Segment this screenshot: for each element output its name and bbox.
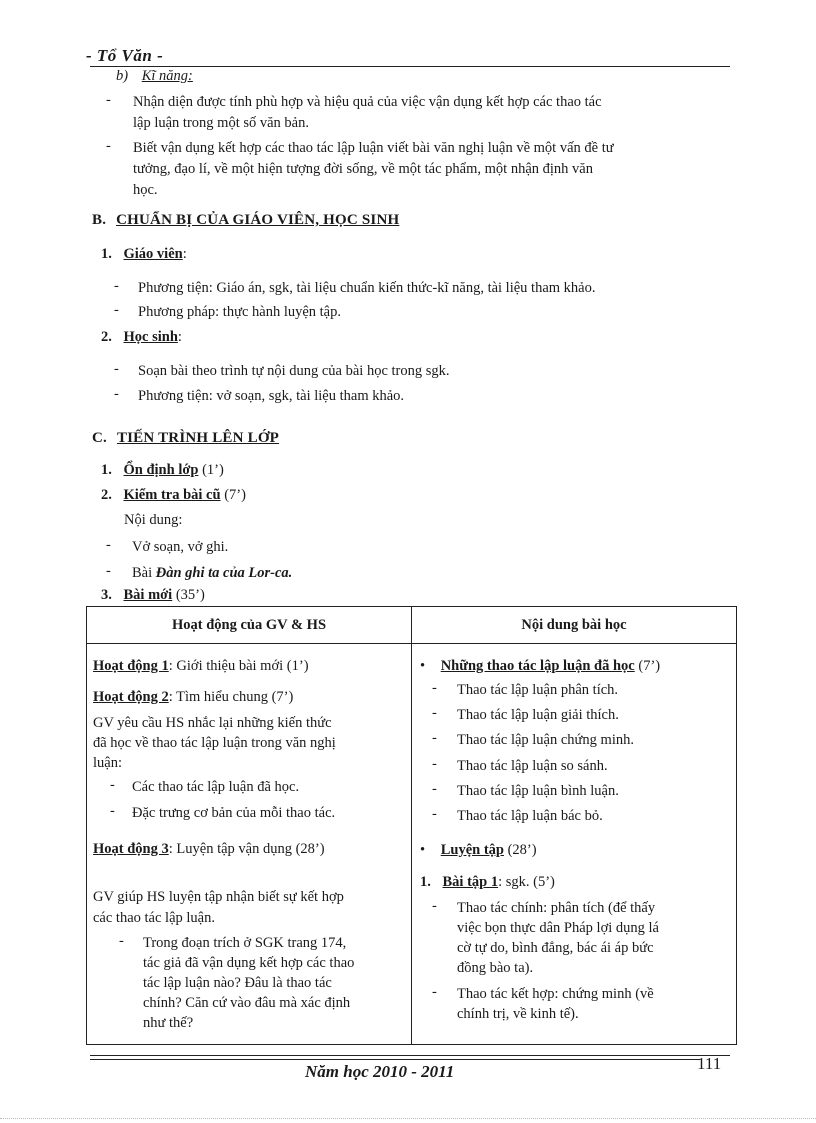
section-c-heading [92, 430, 279, 447]
bullet-icon: • [420, 658, 426, 674]
teacher-heading [101, 246, 187, 263]
teacher-colon: : [182, 246, 187, 262]
activity-3-para-line-1: GV giúp HS luyện tập nhận biết sự kết hợp [93, 889, 344, 905]
dash-marker: - [432, 705, 437, 721]
section-c-title: TIẾN TRÌNH LÊN LỚP [116, 430, 280, 446]
content-section-1-item-2-text: Thao tác lập luận giải thích. [457, 707, 619, 723]
activity-3-label: Hoạt động 3 [93, 841, 169, 857]
dash-marker: - [432, 756, 437, 772]
student-item-1-text: Soạn bài theo trình tự nội dung của bài học trong sgk. [138, 363, 450, 379]
dash-marker: - [114, 278, 119, 294]
content-section-1-time: (7’) [634, 658, 661, 674]
step-1-label: Ổn định lớp [123, 462, 199, 478]
activity-2-item-1-text: Các thao tác lập luận đã học. [132, 779, 300, 795]
dash-marker: - [106, 92, 111, 108]
bullet-icon: • [420, 842, 426, 858]
table-row [87, 644, 737, 1045]
exercise-1-item-1-line-4: đồng bào ta). [457, 960, 534, 976]
footer-rule [90, 1055, 730, 1056]
activity-2-label: Hoạt động 2 [93, 689, 169, 705]
content-section-1-heading [420, 656, 660, 677]
dash-marker: - [106, 138, 111, 154]
header-rule [90, 66, 730, 67]
teacher-num: 1. [101, 246, 112, 262]
dash-marker: - [114, 386, 119, 402]
content-section-1-title: Những thao tác lập luận đã học [440, 658, 635, 674]
lesson-table [86, 606, 737, 1045]
skills-title: Kĩ năng: [141, 68, 193, 84]
step-2-item-2-prefix: Bài [132, 565, 156, 581]
dash-marker: - [432, 781, 437, 797]
step-1-time: (1’) [198, 462, 224, 478]
skills-item-1-line-1: Nhận diện được tính phù hợp và hiệu quả của việc vận dụng kết hợp các thao tác [133, 94, 602, 110]
exercise-1-heading [420, 872, 555, 893]
activity-3-para-line-2: các thao tác lập luận. [93, 910, 215, 926]
dash-marker: - [119, 933, 124, 949]
activity-2-text: : Tìm hiểu chung (7’) [168, 689, 294, 705]
content-section-1-item-1-text: Thao tác lập luận phân tích. [457, 682, 619, 698]
content-cell [412, 644, 737, 1045]
page-bottom-dotted-rule [0, 1118, 816, 1119]
activity-2 [93, 687, 293, 708]
page-number: 111 [697, 1054, 722, 1073]
exercise-1-num: 1. [420, 874, 431, 890]
step-1 [101, 462, 224, 479]
section-b-letter: B. [92, 212, 107, 228]
step-2-num: 2. [101, 487, 112, 503]
step-2-item-2-title: Đàn ghi ta của Lor-ca. [155, 565, 293, 581]
dash-marker: - [432, 680, 437, 696]
dash-marker: - [432, 898, 437, 914]
activities-cell [87, 644, 412, 1045]
exercise-1-item-2-line-1: Thao tác kết hợp: chứng minh (về [457, 986, 654, 1002]
step-2-time: (7’) [220, 487, 246, 503]
student-item-2-text: Phương tiện: vở soạn, sgk, tài liệu tham khảo. [138, 388, 405, 404]
step-2 [101, 487, 246, 504]
student-colon: : [177, 329, 182, 345]
activity-3-question-line-3: tác lập luận nào? Đâu là thao tác [143, 975, 332, 991]
step-2-item-1-text: Vở soạn, vở ghi. [132, 539, 229, 555]
skills-heading [116, 68, 193, 85]
activity-3-question-line-1: Trong đoạn trích ở SGK trang 174, [143, 935, 347, 951]
activity-2-para-line-3: luận: [93, 755, 122, 771]
exercise-1-item-1-line-3: cờ tự do, bình đẳng, bác ái áp bức [457, 940, 654, 956]
teacher-item-1-text: Phương tiện: Giáo án, sgk, tài liệu chuẩn kiến thức-kĩ năng, tài liệu tham khảo. [138, 280, 596, 296]
activity-3-question-line-4: chính? Căn cứ vào đâu mà xác định [143, 995, 351, 1011]
col-header-content: Nội dung bài học [412, 607, 737, 644]
step-2-content-label: Nội dung: [124, 512, 183, 528]
activity-3-paragraph [93, 887, 405, 929]
content-section-2-time: (28’) [503, 842, 537, 858]
dash-marker: - [114, 361, 119, 377]
activity-2-paragraph [93, 713, 403, 773]
skills-item-2-line-1: Biết vận dụng kết hợp các thao tác lập luận viết bài văn nghị luận về một vấn đề tư [133, 140, 614, 156]
section-b-title: CHUẨN BỊ CỦA GIÁO VIÊN, HỌC SINH [116, 212, 400, 228]
activity-3-question-line-5: như thế? [143, 1015, 194, 1031]
activity-1-text: : Giới thiệu bài mới (1’) [168, 658, 309, 674]
exercise-1-item-1-line-1: Thao tác chính: phân tích (để thấy [457, 900, 656, 916]
step-3 [101, 587, 205, 604]
activity-2-para-line-2: đã học về thao tác lập luận trong văn nghị [93, 735, 336, 751]
dash-marker: - [106, 537, 111, 553]
teacher-label: Giáo viên [123, 246, 183, 262]
exercise-1-item-2-line-2: chính trị, về kinh tế). [457, 1006, 579, 1022]
dash-marker: - [110, 803, 115, 819]
page-header-title: - Tổ Văn - [86, 46, 164, 65]
skills-letter: b) [116, 68, 129, 84]
activity-3-text: : Luyện tập vận dụng (28’) [168, 841, 325, 857]
step-3-time: (35’) [172, 587, 205, 603]
step-3-label: Bài mới [123, 587, 173, 603]
footer-school-year: Năm học 2010 - 2011 [305, 1062, 455, 1081]
content-section-1-item-4-text: Thao tác lập luận so sánh. [457, 758, 608, 774]
activity-3-question-line-2: tác giả đã vận dụng kết hợp các thao [143, 955, 355, 971]
exercise-1-item-1-line-2: việc bọn thực dân Pháp lợi dụng lá [457, 920, 659, 936]
dash-marker: - [432, 730, 437, 746]
student-label: Học sinh [123, 329, 178, 345]
skills-item-2-line-3: học. [133, 182, 158, 198]
dash-marker: - [432, 806, 437, 822]
exercise-1-label: Bài tập 1 [442, 874, 499, 890]
content-section-1-item-5-text: Thao tác lập luận bình luận. [457, 783, 619, 799]
activity-2-para-line-1: GV yêu cầu HS nhắc lại những kiến thức [93, 715, 332, 731]
section-b-heading [92, 212, 399, 229]
dash-marker: - [432, 984, 437, 1000]
exercise-1-text: : sgk. (5’) [498, 874, 555, 890]
step-1-num: 1. [101, 462, 112, 478]
activity-1-label: Hoạt động 1 [93, 658, 169, 674]
section-c-letter: C. [92, 430, 107, 446]
activity-1 [93, 656, 309, 677]
content-section-2-title: Luyện tập [440, 842, 504, 858]
footer-rule-thin [90, 1059, 700, 1060]
student-num: 2. [101, 329, 112, 345]
activity-2-item-2-text: Đặc trưng cơ bản của mỗi thao tác. [132, 805, 336, 821]
content-section-2-heading [420, 840, 537, 861]
content-section-1-item-3-text: Thao tác lập luận chứng minh. [457, 732, 634, 748]
teacher-item-2-text: Phương pháp: thực hành luyện tập. [138, 304, 341, 320]
dash-marker: - [106, 563, 111, 579]
skills-item-2-line-2: tưởng, đạo lí, về một hiện tượng đời sống, về một tác phẩm, một nhận định văn [133, 161, 593, 177]
step-2-label: Kiểm tra bài cũ [123, 487, 221, 503]
col-header-activities: Hoạt động của GV & HS [87, 607, 412, 644]
table-header-row [87, 607, 737, 644]
dash-marker: - [114, 302, 119, 318]
step-3-num: 3. [101, 587, 112, 603]
dash-marker: - [110, 777, 115, 793]
activity-3 [93, 839, 325, 860]
content-section-1-item-6-text: Thao tác lập luận bác bỏ. [457, 808, 603, 824]
skills-item-1-line-2: lập luận trong một số văn bản. [133, 115, 309, 131]
student-heading [101, 329, 182, 346]
